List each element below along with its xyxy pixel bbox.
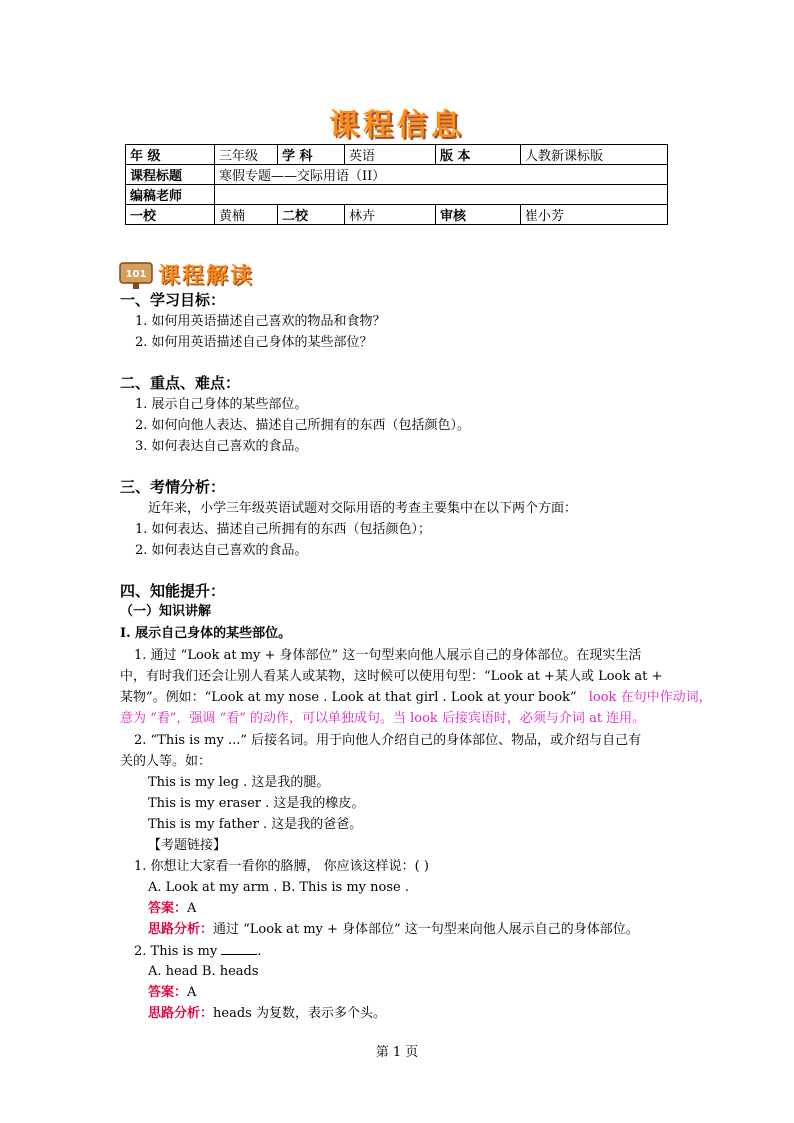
paragraph-line: 关的人等。如： xyxy=(120,754,212,769)
highlight-text: 意为 “看”，强调 “看” 的动作，可以单独成句。当 look 后接宾语时，必须与介词 at 连用。 xyxy=(120,711,646,726)
paragraph: 近年来，小学三年级英语试题对交际用语的考查主要集中在以下两个方面： xyxy=(148,501,578,516)
review-label: 审核 xyxy=(436,205,521,225)
point-heading: I. 展示自己身体的某些部位。 xyxy=(120,626,292,641)
paragraph-line: 2. “This is my ...” 后接名词。用于向他人介绍自己的身体部位、物品，或介绍与自己有 xyxy=(134,733,642,748)
section-2-heading: 二、重点、难点： xyxy=(120,374,241,392)
subject-label: 学 科 xyxy=(278,145,345,165)
answer-value: A xyxy=(187,901,197,916)
question-2-analysis xyxy=(148,1005,386,1023)
second-proof-label: 二校 xyxy=(278,205,345,225)
table-row xyxy=(126,185,668,205)
paragraph-line xyxy=(120,689,712,707)
course-interpretation-banner xyxy=(118,257,378,291)
question-1-analysis xyxy=(148,921,639,939)
badge-text: 101 xyxy=(125,269,147,280)
table-row xyxy=(126,205,668,225)
table-row xyxy=(126,165,668,185)
paragraph-line: 1. 通过 “Look at my + 身体部位” 这一句型来向他人展示自己的身体部位。在现实生活 xyxy=(134,648,642,663)
edition-label: 版 本 xyxy=(436,145,521,165)
review-value: 崔小芳 xyxy=(521,205,668,225)
editor-label: 编稿老师 xyxy=(126,185,215,205)
analysis-text: heads 为复数，表示多个头。 xyxy=(213,1006,386,1021)
page-number: 第 1 页 xyxy=(375,1045,419,1060)
list-item: 2. 如何用英语描述自己身体的某些部位？ xyxy=(135,335,373,350)
table-row xyxy=(126,145,668,165)
list-item: 2. 如何向他人表达、描述自己所拥有的东西（包括颜色）。 xyxy=(135,418,471,433)
question-2-stem-end: . xyxy=(257,944,262,959)
course-info-table xyxy=(125,144,668,225)
paragraph-line: 中，有时我们还会让别人看某人或某物，这时候可以使用句型：“Look at +某人或 Look at + xyxy=(120,669,663,684)
edition-value: 人教新课标版 xyxy=(521,145,668,165)
course-title-label: 课程标题 xyxy=(126,165,215,185)
subject-value: 英语 xyxy=(345,145,436,165)
first-proof-value: 黄楠 xyxy=(215,205,278,225)
first-proof-label: 一校 xyxy=(126,205,215,225)
grade-value: 三年级 xyxy=(215,145,278,165)
badge-101-icon xyxy=(118,259,154,289)
answer-value: A xyxy=(187,985,197,1000)
example-sentence: This is my leg . 这是我的腿。 xyxy=(148,775,330,790)
section-3-heading: 三、考情分析： xyxy=(120,478,226,496)
question-1-stem: 1. 你想让大家看一看你的胳膊， 你应该这样说：( ) xyxy=(134,859,429,874)
second-proof-value: 林卉 xyxy=(345,205,436,225)
example-sentence: This is my eraser . 这是我的橡皮。 xyxy=(148,796,365,811)
analysis-label: 思路分析： xyxy=(148,1006,214,1021)
list-item: 3. 如何表达自己喜欢的食品。 xyxy=(135,439,308,454)
analysis-text: 通过 “Look at my + 身体部位” 这一句型来向他人展示自己的身体部位。 xyxy=(213,922,639,937)
section-4-heading: 四、知能提升： xyxy=(120,582,226,600)
grade-label: 年 级 xyxy=(126,145,215,165)
analysis-label: 思路分析： xyxy=(148,922,214,937)
question-2-stem xyxy=(134,942,261,961)
question-2-options: A. head B. heads xyxy=(148,964,259,979)
answer-label: 答案： xyxy=(148,985,188,1000)
list-item: 1. 如何表达、描述自己所拥有的东西（包括颜色）； xyxy=(135,522,432,537)
highlight-text: look 在句中作动词， xyxy=(588,690,712,705)
exam-link-heading: 【考题链接】 xyxy=(148,838,227,853)
question-1-options: A. Look at my arm . B. This is my nose . xyxy=(148,880,409,895)
list-item: 1. 展示自己身体的某些部位。 xyxy=(135,397,308,412)
page-title: 课程信息 xyxy=(329,108,465,143)
answer-blank xyxy=(221,942,257,955)
question-1-answer xyxy=(148,900,196,918)
editor-value xyxy=(215,185,668,205)
example-sentence: This is my father . 这是我的爸爸。 xyxy=(148,817,363,832)
list-item: 2. 如何表达自己喜欢的食品。 xyxy=(135,543,308,558)
subsection-heading: （一）知识讲解 xyxy=(120,604,212,619)
paragraph-text: 某物”。例如：“Look at my nose . Look at that girl . Look at your book” xyxy=(120,690,577,705)
course-title-value: 寒假专题——交际用语（II） xyxy=(215,165,668,185)
question-2-answer xyxy=(148,984,196,1002)
list-item: 1. 如何用英语描述自己喜欢的物品和食物？ xyxy=(135,314,386,329)
banner-text: 课程解读 xyxy=(158,264,255,289)
answer-label: 答案： xyxy=(148,901,188,916)
section-1-heading: 一、学习目标： xyxy=(120,291,226,309)
question-2-stem-text: 2. This is my xyxy=(134,944,218,959)
